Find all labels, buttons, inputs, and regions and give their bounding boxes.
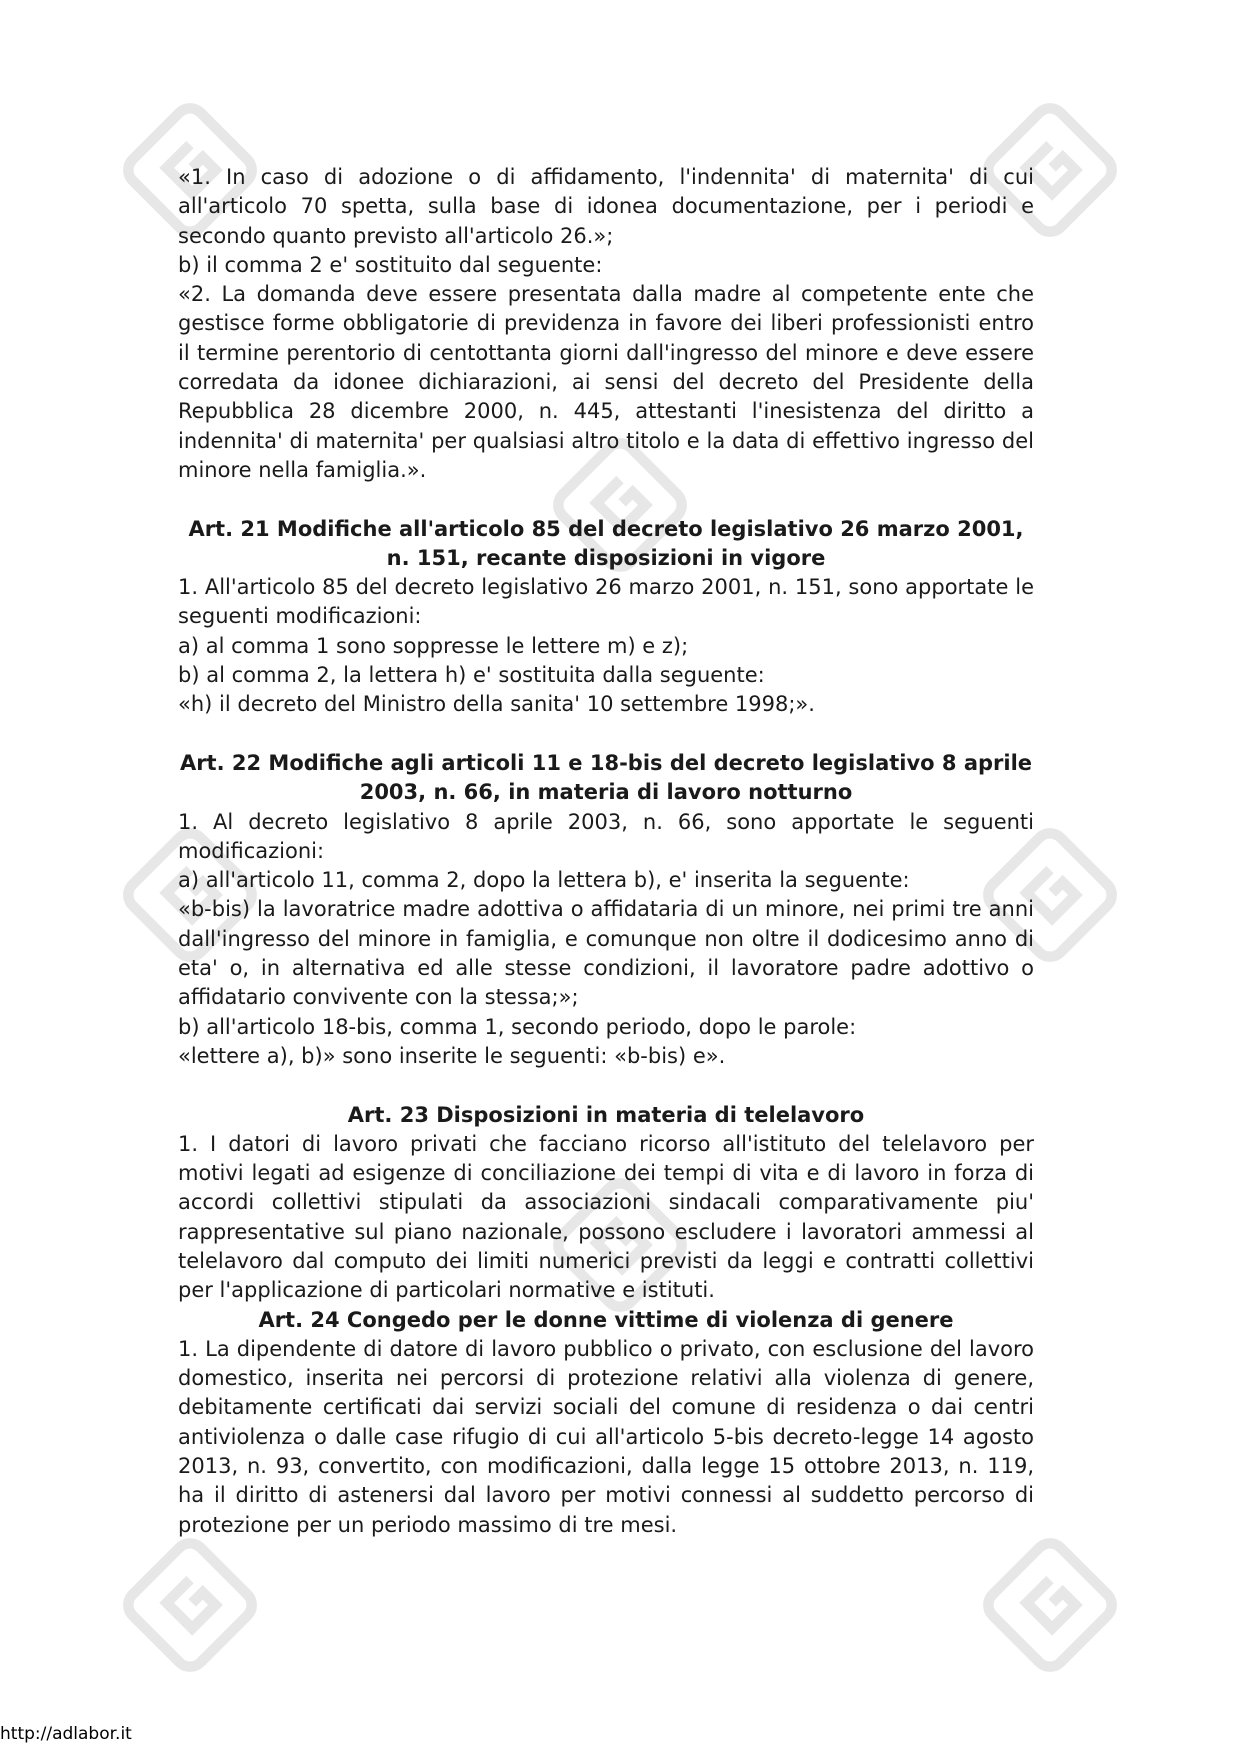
intro-paragraph: «1. In caso di adozione o di affidamento, l'indennita' di maternita' di cui all'articolo 70 spetta, sulla base di idonea documentazione, per i periodi e secondo quanto previsto all'articolo 26.»; [178, 165, 1034, 248]
article-21-paragraph: «h) il decreto del Ministro della sanita' 10 settembre 1998;». [178, 692, 815, 717]
intro-paragraph: b) il comma 2 e' sostituito dal seguente: [178, 252, 603, 277]
section-gap [178, 1071, 1034, 1100]
section-gap [178, 720, 1034, 749]
article-23-title: Art. 23 Disposizioni in materia di telelavoro [347, 1102, 865, 1127]
footer-url[interactable]: http://adlabor.it [0, 1724, 132, 1744]
article-24-title: Art. 24 Congedo per le donne vittime di violenza di genere [258, 1307, 954, 1332]
watermark-logo-icon [115, 1530, 265, 1680]
article-24-paragraph: 1. La dipendente di datore di lavoro pubblico o privato, con esclusione del lavoro domestico, inserita nei percorsi di protezione relativi alla violenza di genere, debitamente certificati dai servizi sociali del comune di residenza o dai centri antiviolenza o dalle case rifugio di cui all'articolo 5-bis decreto-legge 14 agosto 2013, n. 93, convertito, con modificazioni, dalla legge 15 ottobre 2013, n. 119, ha il diritto di astenersi dal lavoro per motivi connessi al suddetto percorso di protezione per un periodo massimo di tre mesi. [178, 1336, 1034, 1537]
article-22-paragraph: a) all'articolo 11, comma 2, dopo la lettera b), e' inserita la seguente: [178, 868, 910, 893]
article-21-paragraph: a) al comma 1 sono soppresse le lettere m) e z); [178, 633, 689, 658]
article-22-paragraph: «lettere a), b)» sono inserite le seguenti: «b-bis) e». [178, 1043, 726, 1068]
article-22-paragraph: 1. Al decreto legislativo 8 aprile 2003, n. 66, sono apportate le seguenti modificazioni: [178, 809, 1034, 863]
article-22-title: Art. 22 Modifiche agli articoli 11 e 18-bis del decreto legislativo 8 aprile 2003, n. 66, in materia di lavoro notturno [179, 750, 1033, 805]
article-23 [178, 1101, 1034, 1306]
section-gap [178, 485, 1034, 514]
article-22-paragraph: «b-bis) la lavoratrice madre adottiva o affidataria di un minore, nei primi tre anni dall'ingresso del minore in famiglia, e comunque non oltre il dodicesimo anno di eta' o, in alternativa ed alle stesse condizioni, il lavoratore padre adottivo o affidatario convivente con la stessa;»; [178, 897, 1034, 1010]
watermark-logo-icon [975, 1530, 1125, 1680]
article-22-paragraph: b) all'articolo 18-bis, comma 1, secondo periodo, dopo le parole: [178, 1014, 857, 1039]
article-21-paragraph: b) al comma 2, la lettera h) e' sostituita dalla seguente: [178, 663, 765, 688]
intro-section [178, 163, 1034, 485]
article-22 [178, 749, 1034, 1071]
article-21-title: Art. 21 Modifiche all'articolo 85 del decreto legislativo 26 marzo 2001, n. 151, recante disposizioni in vigore [188, 516, 1024, 570]
document-body [178, 163, 1034, 1540]
article-21-paragraph: 1. All'articolo 85 del decreto legislativo 26 marzo 2001, n. 151, sono apportate le seguenti modificazioni: [178, 575, 1034, 629]
article-21 [178, 515, 1034, 720]
intro-paragraph: «2. La domanda deve essere presentata dalla madre al competente ente che gestisce forme obbligatorie di previdenza in favore dei liberi professionisti entro il termine perentorio di centottanta giorni dall'ingresso del minore e deve essere corredata da idonee dichiarazioni, ai sensi del decreto del Presidente della Repubblica 28 dicembre 2000, n. 445, attestanti l'inesistenza del diritto a indennita' di maternita' per qualsiasi altro titolo e la data di effettivo ingresso del minore nella famiglia.». [178, 282, 1034, 482]
article-23-paragraph: 1. I datori di lavoro privati che facciano ricorso all'istituto del telelavoro per motivi legati ad esigenze di conciliazione dei tempi di vita e di lavoro in forza di accordi collettivi stipulati da associazioni sindacali comparativamente piu' rappresentative sul piano nazionale, possono escludere i lavoratori ammessi al telelavoro dal computo dei limiti numerici previsti da leggi e contratti collettivi per l'applicazione di particolari normative e istituti. [178, 1131, 1034, 1303]
article-24 [178, 1306, 1034, 1540]
